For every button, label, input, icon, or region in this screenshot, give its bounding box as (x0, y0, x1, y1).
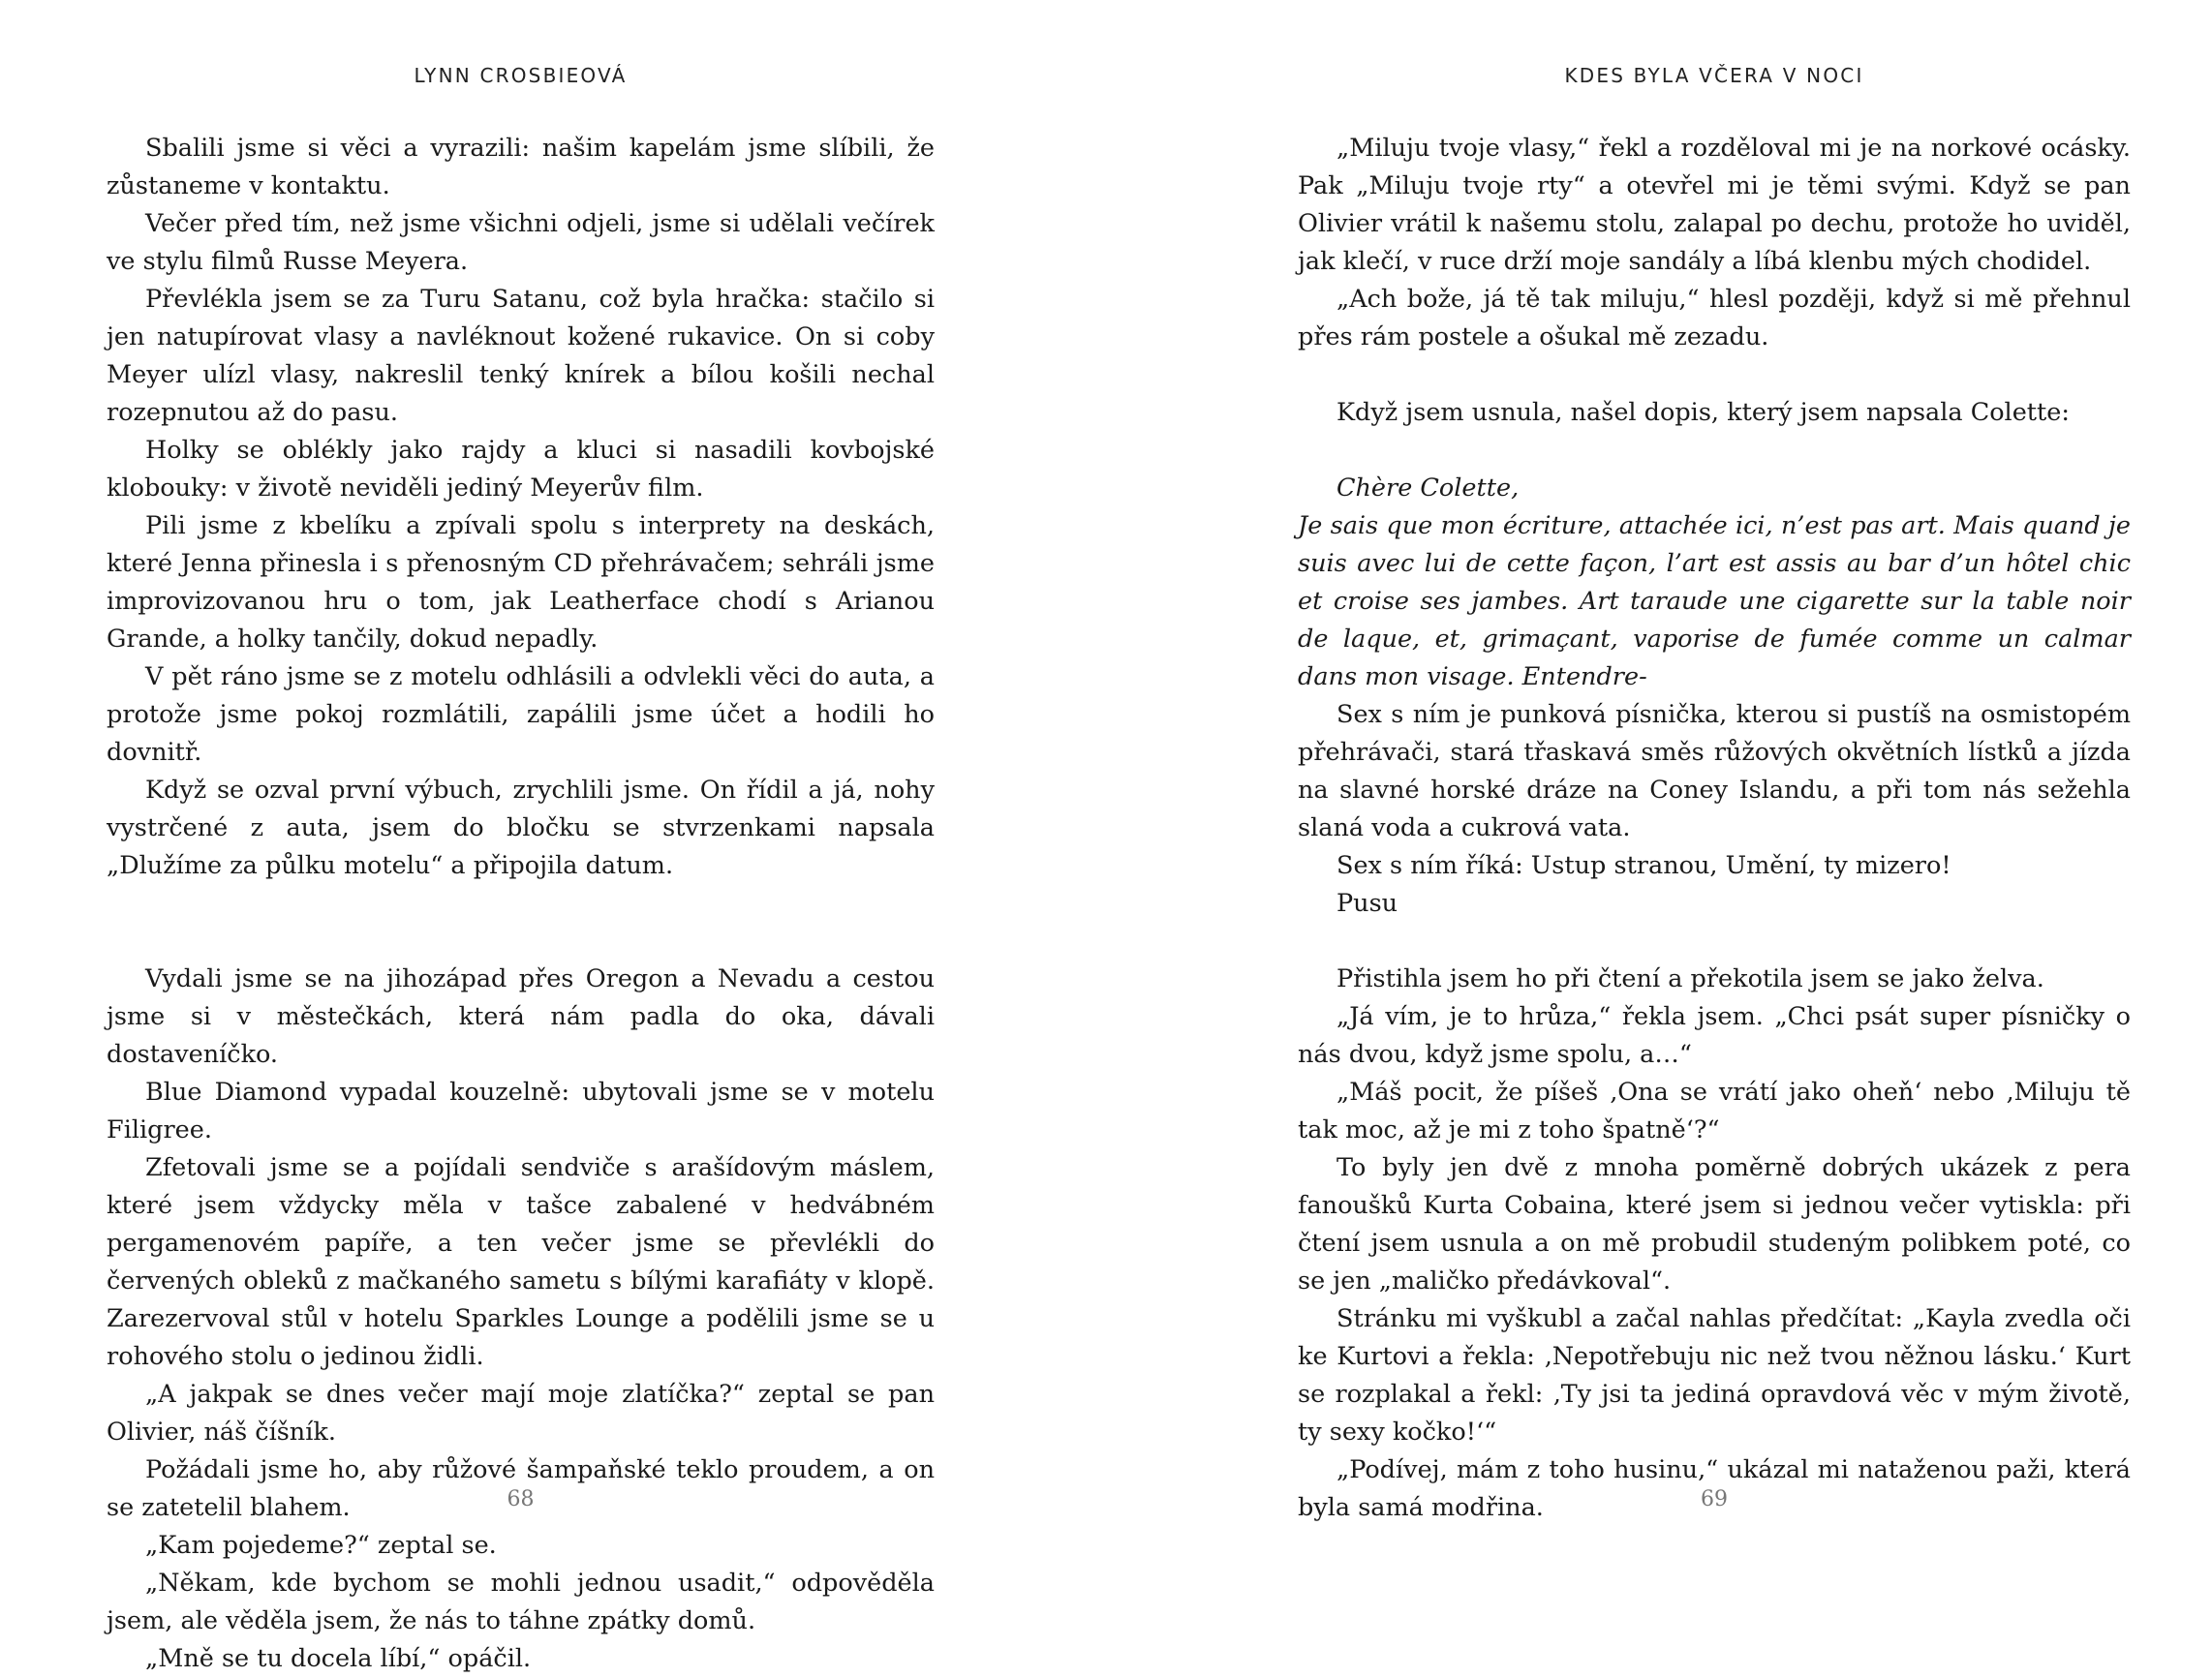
paragraph: „Máš pocit, že píšeš ‚Ona se vrátí jako oheň‘ nebo ‚Miluju tě tak moc, až je mi z toho špatně‘?“ (1298, 1078, 2131, 1144)
paragraph: Vydali jsme se na jihozápad přes Oregon a Nevadu a cestou jsme si v městečkách, která nám padla do oka, dávali dostaveníčko. (107, 964, 935, 1069)
paragraph: Pili jsme z kbelíku a zpívali spolu s interprety na deskách, které Jenna přinesla i s přenosným CD přehrávačem; sehráli jsme improvizovanou hru o tom, jak Leatherface chodí s Arianou Grande, a holky tančily, dokud nepadly. (107, 511, 935, 654)
paragraph: Sex s ním je punková písnička, kterou si pustíš na osmistopém přehrávači, stará třaskavá směs růžových okvětních lístků a jízda na slavné horské dráze na Coney Islandu, a při tom nás sežehla slaná voda a cukrová vata. (1298, 700, 2131, 842)
left-page (107, 0, 935, 1673)
paragraph: To byly jen dvě z mnoha poměrně dobrých ukázek z pera fanoušků Kurta Cobaina, které jsem si jednou večer vytiskla: při čtení jsem usnula a on mě probudil studeným polibkem poté, co se jen „maličko předávkoval“. (1298, 1153, 2131, 1296)
paragraph: Když jsem usnula, našel dopis, který jsem napsala Colette: (1336, 398, 2070, 427)
paragraph: V pět ráno jsme se z motelu odhlásili a odvlekli věci do auta, a protože jsme pokoj rozmlátili, zapálili jsme účet a hodili ho dovnitř. (107, 662, 935, 767)
paragraph: Sex s ním říká: Ustup stranou, Umění, ty mizero! (1336, 851, 1951, 880)
paragraph: Požádali jsme ho, aby růžové šampaňské teklo proudem, a on se zatetelil blahem. (107, 1455, 935, 1522)
letter-salutation: Chère Colette, (1336, 473, 1520, 503)
paragraph: Zfetovali jsme se a pojídali sendviče s arašídovým máslem, které jsem vždycky měla v tašce zabalené v hedvábném pergamenovém papíře, a ten večer jsme se převlékli do červených obleků z mačkaného sametu s bílými karafiáty v klopě. Zarezervoval stůl v hotelu Sparkles Lounge a podělili jsme se u rohového stolu o jedinou židli. (107, 1153, 935, 1371)
left-page-body (107, 130, 935, 1678)
running-head-title: KDES BYLA VČERA V NOCI (1564, 64, 1864, 87)
paragraph: Holky se oblékly jako rajdy a kluci si nasadili kovbojské klobouky: v životě neviděli jediný Meyerův film. (107, 436, 935, 503)
section-break (1298, 356, 2131, 394)
letter-signoff: Pusu (1336, 889, 1398, 918)
paragraph: Blue Diamond vypadal kouzelně: ubytovali jsme se v motelu Filigree. (107, 1078, 935, 1144)
section-break (1298, 432, 2131, 470)
paragraph: Večer před tím, než jsme všichni odjeli, jsme si udělali večírek ve stylu filmů Russe Meyera. (107, 209, 935, 276)
right-page (1298, 0, 2131, 1564)
paragraph: Stránku mi vyškubl a začal nahlas předčítat: „Kayla zvedla oči ke Kurtovi a řekla: ‚Nepotřebuju nic než tvou něžnou lásku.‘ Kurt se rozplakal a řekl: ‚Ty jsi ta jediná opravdová věc v mým životě, ty sexy kočko!‘“ (1298, 1304, 2131, 1447)
paragraph: Přistihla jsem ho při čtení a překotila jsem se jako želva. (1336, 964, 2044, 993)
paragraph: „Miluju tvoje vlasy,“ řekl a rozděloval mi je na norkové ocásky. Pak „Miluju tvoje rty“ a otevřel mi je těmi svými. Když se pan Olivier vrátil k našemu stolu, zalapal po dechu, protože ho uviděl, jak klečí, v ruce drží moje sandály a líbá klenbu mých chodidel. (1298, 134, 2131, 276)
paragraph: Když se ozval první výbuch, zrychlili jsme. On řídil a já, nohy vystrčené z auta, jsem do bločku se stvrzenkami napsala „Dlužíme za půlku motelu“ a připojila datum. (107, 776, 935, 880)
paragraph: „Ach bože, já tě tak miluju,“ hlesl později, když si mě přehnul přes rám postele a ošukal mě zezadu. (1298, 285, 2131, 351)
paragraph: „Já vím, je to hrůza,“ řekla jsem. „Chci psát super písničky o nás dvou, když jsme spolu, a…“ (1298, 1002, 2131, 1069)
page-number: 68 (507, 1487, 535, 1511)
paragraph: „Někam, kde bychom se mohli jednou usadit,“ odpověděla jsem, ale věděla jsem, že nás to táhne zpátky domů. (107, 1569, 935, 1635)
letter-body-french: Je sais que mon écriture, attachée ici, n’est pas art. Mais quand je suis avec lui de cette façon, l’art est assis au bar d’un hôtel chic et croise ses jambes. Art taraude une cigarette sur la table noir de laque, et, grimaçant, vaporise de fumée comme un calmar dans mon visage. Entendre- (1298, 511, 2131, 691)
section-break (107, 885, 935, 923)
paragraph: „Mně se tu docela líbí,“ opáčil. (145, 1644, 532, 1673)
section-break (1298, 923, 2131, 961)
page-number: 69 (1701, 1487, 1728, 1511)
section-break (107, 923, 935, 961)
right-page-body (1298, 130, 2131, 1527)
paragraph: Sbalili jsme si věci a vyrazili: našim kapelám jsme slíbili, že zůstaneme v kontaktu. (107, 134, 935, 200)
paragraph: „A jakpak se dnes večer mají moje zlatíčka?“ zeptal se pan Olivier, náš číšník. (107, 1380, 935, 1447)
paragraph: Převlékla jsem se za Turu Satanu, což byla hračka: stačilo si jen natupírovat vlasy a navléknout kožené rukavice. On si coby Meyer ulízl vlasy, nakreslil tenký knírek a bílou košili nechal rozepnutou až do pasu. (107, 285, 935, 427)
running-head-author: LYNN CROSBIEOVÁ (414, 64, 628, 87)
paragraph: „Kam pojedeme?“ zeptal se. (145, 1531, 497, 1560)
paragraph: „Podívej, mám z toho husinu,“ ukázal mi nataženou paži, která byla samá modřina. (1298, 1455, 2131, 1522)
